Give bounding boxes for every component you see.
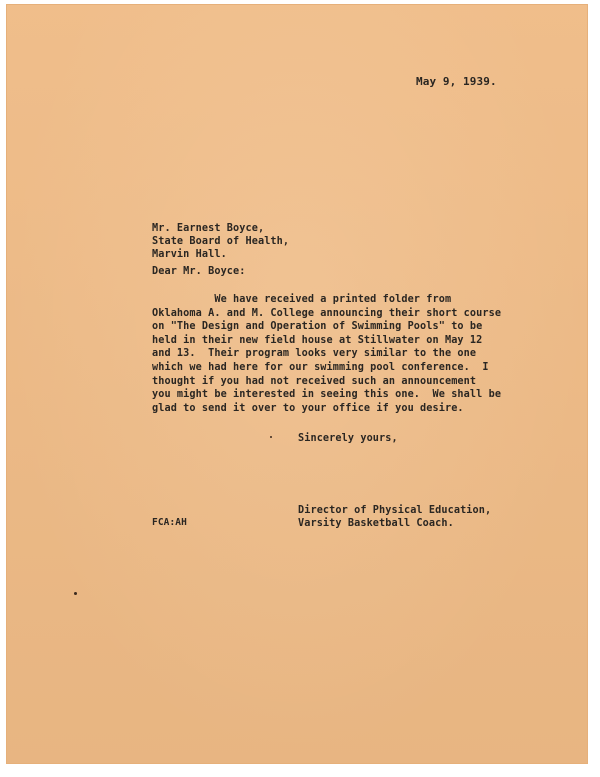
body-line: glad to send it over to your office if you desire.: [152, 402, 464, 414]
body-line: Oklahoma A. and M. College announcing their short course: [152, 307, 502, 319]
body-line: on "The Design and Operation of Swimming Pools" to be: [152, 321, 483, 333]
paper-speck: [270, 436, 272, 438]
letter-body: [152, 293, 501, 415]
signature-title: Director of Physical Education,: [298, 505, 492, 516]
recipient-address: Marvin Hall.: [152, 249, 227, 260]
body-line: which we had here for our swimming pool conference. I: [152, 361, 489, 373]
signature-subtitle: Varsity Basketball Coach.: [298, 518, 454, 529]
body-line: We have received a printed folder from: [152, 294, 452, 305]
recipient-organization: State Board of Health,: [152, 236, 290, 247]
body-line: you might be interested in seeing this one. We shall be: [152, 389, 502, 401]
closing: Sincerely yours,: [298, 433, 398, 444]
body-line: and 13. Their program looks very similar to the one: [152, 348, 477, 360]
recipient-address-block: [152, 222, 289, 261]
body-line: thought if you had not received such an announcement: [152, 375, 477, 387]
signature-block: [298, 504, 491, 530]
paper-speck: [74, 592, 77, 595]
reference-initials: FCA:AH: [152, 517, 187, 528]
body-line: held in their new field house at Stillwater on May 12: [152, 334, 483, 346]
salutation: Dear Mr. Boyce:: [152, 266, 246, 277]
recipient-name: Mr. Earnest Boyce,: [152, 223, 265, 234]
letter-date: May 9, 1939.: [416, 75, 497, 88]
